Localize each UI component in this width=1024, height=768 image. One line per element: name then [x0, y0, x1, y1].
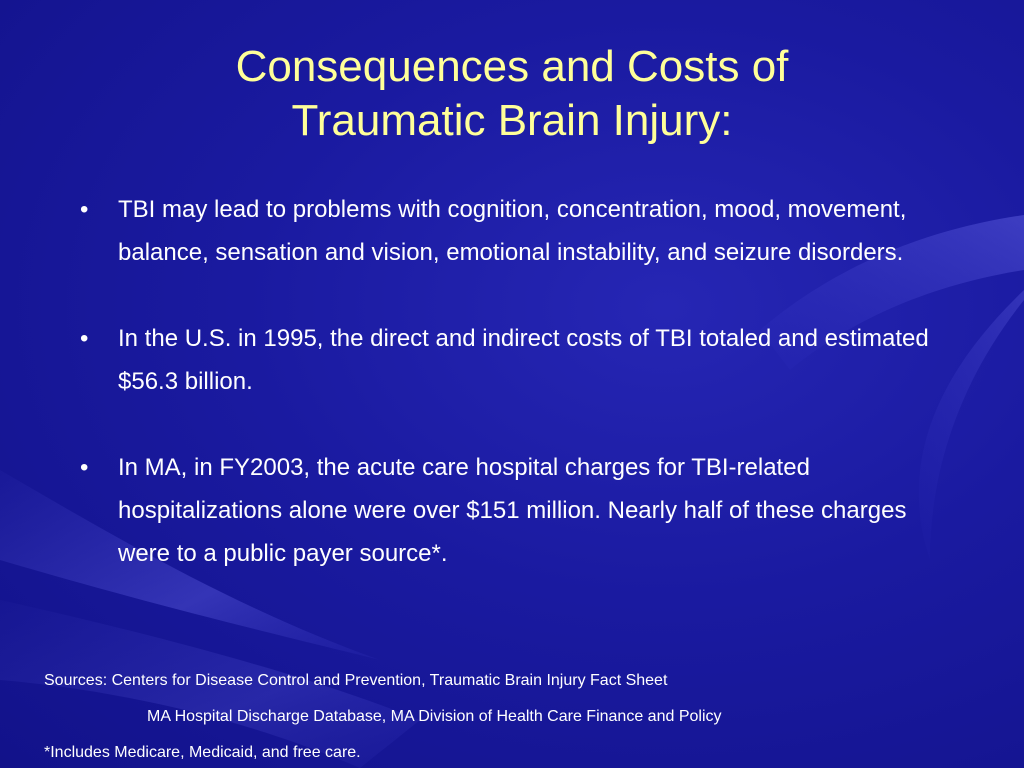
slide-title-line-1: Consequences and Costs of	[235, 42, 789, 91]
bullet-list	[80, 188, 960, 575]
sources-block	[44, 663, 1004, 768]
bullet-text: TBI may lead to problems with cognition, concentration, mood, movement, balance, sensation and vision, emotional instability, and seizure disorders.	[118, 196, 907, 266]
slide-title-line-2: Traumatic Brain Injury:	[291, 96, 733, 145]
sources-line-ma-database: MA Hospital Discharge Database, MA Division of Health Care Finance and Policy	[147, 708, 722, 725]
bullet-item-us-costs	[80, 317, 960, 403]
footnote: *Includes Medicare, Medicaid, and free care.	[44, 744, 361, 761]
slide-title	[0, 40, 1024, 148]
bullet-dot-icon: •	[80, 325, 89, 352]
bullet-text: In MA, in FY2003, the acute care hospital charges for TBI-related hospitalizations alone were over $151 million. Nearly half of these charges were to a public payer source*.	[118, 454, 907, 567]
bullet-text: In the U.S. in 1995, the direct and indirect costs of TBI totaled and estimated $56.3 billion.	[118, 325, 929, 395]
sources-line-cdc: Sources: Centers for Disease Control and Prevention, Traumatic Brain Injury Fact Sheet	[44, 672, 668, 689]
bullet-dot-icon: •	[80, 196, 89, 223]
bullet-item-cognition	[80, 188, 960, 274]
bullet-dot-icon: •	[80, 454, 89, 481]
bullet-item-ma-charges	[80, 446, 960, 575]
